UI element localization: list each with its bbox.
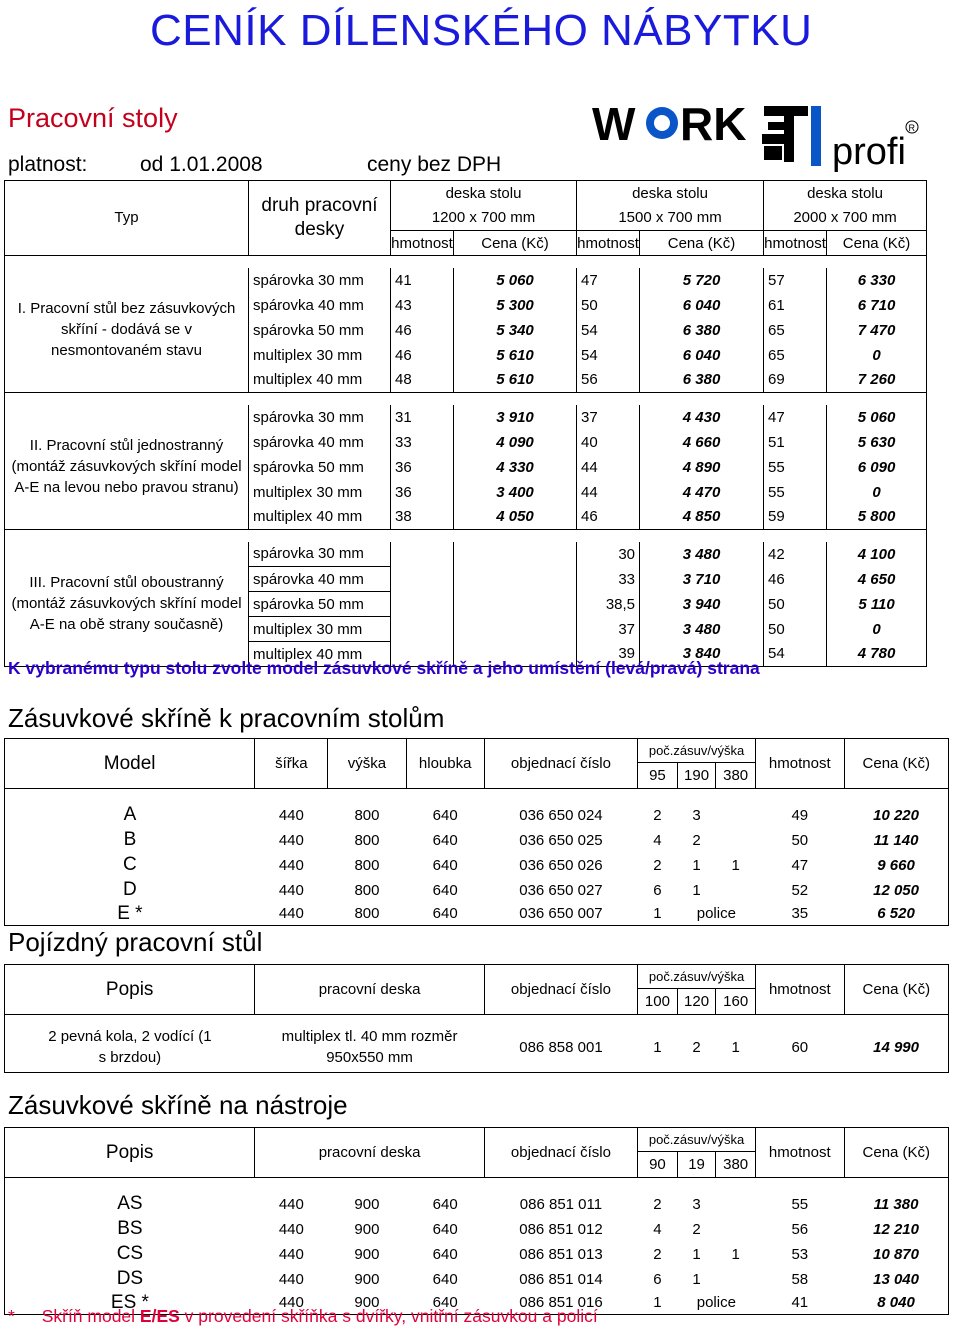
cell-price: 10 220 — [844, 803, 948, 828]
mobile-table-worktop: multiplex tl. 40 mm rozměr 950x550 mm — [255, 1023, 484, 1073]
cell-price-1200: 5 340 — [454, 318, 577, 343]
cell-desk-type: multiplex 40 mm — [249, 505, 391, 530]
cell-weight-1500: 54 — [577, 343, 640, 368]
footnote-model: E/ES — [139, 1306, 180, 1326]
cell-price-2000: 6 090 — [827, 455, 927, 480]
cell-width: 440 — [278, 881, 304, 899]
cell-order-number: 036 650 007 — [484, 903, 637, 926]
svg-text:R: R — [908, 123, 915, 133]
col-header-drawer-count: poč.zásuv/výška — [638, 739, 756, 763]
mobile-table-table — [4, 964, 949, 1073]
cell-price-1200: 3 400 — [454, 480, 577, 505]
cell-price-1500: 3 480 — [640, 617, 764, 642]
cell-weight: 47 — [791, 856, 809, 874]
col-header-drawer-count: poč.zásuv/výška — [638, 965, 756, 989]
col-header-size-2: deska stolu — [577, 181, 764, 206]
cell-weight: 50 — [791, 831, 809, 849]
table-row — [5, 268, 927, 293]
cell-price-2000: 4 100 — [827, 542, 927, 567]
cell-price-1500: 6 040 — [640, 343, 764, 368]
cell-width: 440 — [278, 1270, 304, 1288]
cell-weight: 58 — [791, 1270, 809, 1288]
cell-desk-type: multiplex 40 mm — [249, 642, 391, 667]
cell-height: 800 — [354, 856, 380, 874]
cell-width: 440 — [278, 1220, 304, 1238]
cell-weight-1500: 40 — [577, 430, 640, 455]
selection-note: K vybranému typu stolu zvolte model zásuvkové skříně a jeho umístění (levá/pravá) strana — [8, 658, 760, 678]
cell-price-1500: 4 430 — [640, 405, 764, 430]
cell-price-1500: 4 470 — [640, 480, 764, 505]
cell-weight-2000: 59 — [764, 505, 827, 530]
cell-depth: 640 — [432, 881, 458, 899]
col-header-description: Popis — [5, 1128, 255, 1178]
cell-desk-type: spárovka 30 mm — [249, 405, 391, 430]
cell-price-2000: 7 470 — [827, 318, 927, 343]
cell-drawers-3 — [716, 828, 756, 853]
cell-desk-type: spárovka 30 mm — [249, 542, 391, 567]
cell-price-1200: 5 610 — [454, 368, 577, 393]
cell-weight-1200 — [391, 617, 454, 642]
svg-text:profi: profi — [832, 131, 906, 173]
drawer-height-95: 95 — [638, 763, 678, 789]
cell-weight-1500: 50 — [577, 293, 640, 318]
cell-drawers-3 — [716, 1267, 756, 1292]
cell-weight-1500: 30 — [577, 542, 640, 567]
col-header-desk-kind — [249, 181, 391, 256]
cell-weight-2000: 65 — [764, 318, 827, 343]
drawer-height-19: 19 — [677, 1152, 716, 1178]
cell-desk-type: spárovka 40 mm — [249, 430, 391, 455]
col-header-price: Cena (Kč) — [827, 231, 927, 256]
cell-depth: 640 — [432, 806, 458, 824]
cell-weight-1200 — [391, 592, 454, 617]
cell-desk-type: spárovka 50 mm — [249, 318, 391, 343]
col-header-weight: hmotnost — [755, 1128, 844, 1178]
cell-weight-1200: 36 — [391, 455, 454, 480]
cell-width: 440 — [278, 831, 304, 849]
cell-depth: 640 — [432, 1245, 458, 1263]
cell-model: AS — [5, 1192, 255, 1217]
cell-model: C — [5, 853, 255, 878]
cell-desk-type: multiplex 30 mm — [249, 480, 391, 505]
table-type-label: II. Pracovní stůl jednostranný (montáž zásuvkových skříní model A-E na levou nebo pravou stranu) — [5, 405, 249, 530]
cell-desk-type: spárovka 30 mm — [249, 268, 391, 293]
cell-price: 11 140 — [844, 828, 948, 853]
svg-text:W: W — [592, 98, 635, 150]
cell-height: 800 — [354, 831, 380, 849]
col-header-worktop: pracovní deska — [255, 965, 484, 1015]
cell-weight-1200: 46 — [391, 318, 454, 343]
cell-order-number: 036 650 024 — [519, 806, 603, 824]
cell-drawers-1: 4 — [653, 831, 662, 849]
cell-weight-1200: 46 — [391, 343, 454, 368]
cell-price-1500: 5 720 — [640, 268, 764, 293]
cell-drawers-2: police — [677, 903, 755, 926]
drawer-height-120: 120 — [677, 989, 716, 1015]
work-tables-price-table — [4, 180, 927, 667]
cell-model: B — [5, 828, 255, 853]
col-header-height: výška — [328, 739, 406, 789]
drawer-cabinets-table — [4, 738, 949, 926]
cell-drawers-2: 1 — [692, 1245, 701, 1263]
cell-weight-1200: 43 — [391, 293, 454, 318]
cell-weight-1500: 56 — [577, 368, 640, 393]
table-row — [5, 1192, 949, 1217]
cell-price-1200 — [454, 542, 577, 567]
cell-price-1500: 4 890 — [640, 455, 764, 480]
cell-price-2000: 5 110 — [827, 592, 927, 617]
cell-weight: 53 — [791, 1245, 809, 1263]
col-header-type: Typ — [5, 181, 249, 256]
cell-price-1200 — [454, 617, 577, 642]
cell-price-1500: 3 710 — [640, 567, 764, 592]
col-header-price: Cena (Kč) — [844, 965, 948, 1015]
cell-weight-2000: 51 — [764, 430, 827, 455]
footnote-star: * — [8, 1306, 15, 1326]
cell-weight-1200: 31 — [391, 405, 454, 430]
table-type-label: III. Pracovní stůl oboustranný (montáž zásuvkových skříní model A-E na obě strany současně) — [5, 542, 249, 667]
cell-price-1500: 6 040 — [640, 293, 764, 318]
col-header-order-number: objednací číslo — [484, 739, 637, 789]
cell-weight-2000: 69 — [764, 368, 827, 393]
cell-drawers-2: 3 — [692, 1195, 701, 1213]
svg-text:RK: RK — [680, 98, 747, 150]
cell-order-number: 036 650 027 — [519, 881, 603, 899]
cell-drawers-1: 2 — [653, 856, 662, 874]
col-header-weight: hmotnost — [391, 231, 454, 256]
cell-price-2000: 5 800 — [827, 505, 927, 530]
cell-price-1200: 4 090 — [454, 430, 577, 455]
table-row — [5, 878, 949, 903]
cell-weight-2000: 47 — [764, 405, 827, 430]
cell-price-1500: 4 850 — [640, 505, 764, 530]
col-header-depth: hloubka — [406, 739, 484, 789]
cell-drawers-1: 1 — [638, 903, 678, 926]
cell-desk-type: spárovka 40 mm — [249, 293, 391, 318]
cell-order-number: 086 851 011 — [519, 1195, 603, 1213]
cell-drawers-2: 1 — [692, 856, 701, 874]
tool-cabinets-table — [4, 1127, 949, 1315]
cell-price-2000: 6 330 — [827, 268, 927, 293]
cell-desk-type: multiplex 40 mm — [249, 368, 391, 393]
cell-width: 440 — [255, 903, 328, 926]
drawer-height-160: 160 — [716, 989, 756, 1015]
mobile-table-price: 14 990 — [844, 1023, 948, 1073]
cell-drawers-1: 6 — [653, 881, 662, 899]
cell-price-1200: 5 610 — [454, 343, 577, 368]
table-row — [5, 903, 949, 926]
validity-date: od 1.01.2008 — [140, 153, 263, 176]
cell-weight: 49 — [791, 806, 809, 824]
cell-price-2000: 6 710 — [827, 293, 927, 318]
cell-price: 8 040 — [844, 1292, 948, 1315]
cell-price: 10 870 — [844, 1242, 948, 1267]
page-title: CENÍK DÍLENSKÉHO NÁBYTKU — [150, 6, 813, 55]
cell-drawers-1: 2 — [653, 1245, 662, 1263]
cell-height: 800 — [354, 881, 380, 899]
cell-price-2000: 0 — [827, 343, 927, 368]
cell-width: 440 — [278, 1195, 304, 1213]
cell-drawers-2: 1 — [692, 1270, 701, 1288]
table-row — [5, 828, 949, 853]
cell-drawers-3 — [716, 878, 756, 903]
col-header-model: Model — [5, 739, 255, 789]
cell-height: 900 — [328, 1292, 406, 1315]
cell-height: 900 — [354, 1245, 380, 1263]
col-header-description: Popis — [5, 965, 255, 1015]
cell-height: 900 — [354, 1220, 380, 1238]
cell-drawers-1: 2 — [653, 806, 662, 824]
cell-height: 900 — [354, 1195, 380, 1213]
cell-weight-1500: 37 — [577, 405, 640, 430]
cell-model: BS — [5, 1217, 255, 1242]
cell-desk-type: spárovka 40 mm — [249, 567, 391, 592]
col-header-weight: hmotnost — [755, 739, 844, 789]
cell-price-2000: 4 780 — [827, 642, 927, 667]
cell-price-1200 — [454, 592, 577, 617]
col-header-dim-1: 1200 x 700 mm — [391, 206, 577, 231]
cell-order-number: 086 851 014 — [519, 1270, 603, 1288]
cell-width: 440 — [278, 856, 304, 874]
footnote-text-2: v provedení skříňka s dvířky, vnitřní zásuvkou a policí — [179, 1306, 598, 1326]
drawer-height-190: 190 — [677, 763, 716, 789]
validity-label: platnost: — [8, 153, 88, 176]
cell-drawers-3: 1 — [731, 1245, 740, 1263]
cell-price: 12 050 — [844, 878, 948, 903]
cell-price-1500: 3 480 — [640, 542, 764, 567]
drawer-height-380: 380 — [716, 1152, 756, 1178]
cell-desk-type: spárovka 50 mm — [249, 455, 391, 480]
cell-drawers-3 — [716, 803, 756, 828]
cell-price-1500: 3 840 — [640, 642, 764, 667]
col-header-size-3: deska stolu — [764, 181, 927, 206]
cell-order-number: 036 650 026 — [519, 856, 603, 874]
cell-model: CS — [5, 1242, 255, 1267]
col-header-drawer-count: poč.zásuv/výška — [638, 1128, 756, 1152]
cell-weight-1200: 48 — [391, 368, 454, 393]
cell-weight-2000: 42 — [764, 542, 827, 567]
cell-price-1500: 4 660 — [640, 430, 764, 455]
cell-width: 440 — [255, 1292, 328, 1315]
cell-desk-type: spárovka 50 mm — [249, 592, 391, 617]
cell-drawers-1: 4 — [653, 1220, 662, 1238]
cell-depth: 640 — [432, 831, 458, 849]
cell-weight-1500: 46 — [577, 505, 640, 530]
table-type-label: I. Pracovní stůl bez zásuvkových skříní - dodává se v nesmontovaném stavu — [5, 268, 249, 393]
mobile-table-heading: Pojízdný pracovní stůl — [8, 927, 263, 957]
cell-model: DS — [5, 1267, 255, 1292]
cell-price-1200: 4 330 — [454, 455, 577, 480]
table-row — [5, 405, 927, 430]
table-row — [5, 1023, 949, 1073]
cell-weight-2000: 54 — [764, 642, 827, 667]
cell-weight-1200: 41 — [391, 268, 454, 293]
cell-weight-1500: 37 — [577, 617, 640, 642]
cell-height: 800 — [354, 806, 380, 824]
cell-weight: 55 — [791, 1195, 809, 1213]
col-header-weight: hmotnost — [755, 965, 844, 1015]
desk-kind-label: druh pracovní desky — [261, 195, 378, 240]
cell-weight-1200 — [391, 542, 454, 567]
work-profi-logo-icon — [592, 96, 932, 176]
cell-weight-1200: 33 — [391, 430, 454, 455]
table-row — [5, 1217, 949, 1242]
cell-drawers-2: police — [677, 1292, 755, 1315]
cell-desk-type: multiplex 30 mm — [249, 617, 391, 642]
cell-weight-1500: 54 — [577, 318, 640, 343]
cell-weight-1200: 38 — [391, 505, 454, 530]
cell-weight-2000: 50 — [764, 617, 827, 642]
cell-weight-2000: 46 — [764, 567, 827, 592]
cell-drawers-2: 3 — [692, 806, 701, 824]
drawer-height-100: 100 — [638, 989, 678, 1015]
drawer-cabinets-heading: Zásuvkové skříně k pracovním stolům — [8, 703, 445, 733]
col-header-weight: hmotnost — [764, 231, 827, 256]
cell-price: 13 040 — [844, 1267, 948, 1292]
cell-depth: 640 — [406, 903, 484, 926]
cell-price-1500: 6 380 — [640, 368, 764, 393]
table-row — [5, 1267, 949, 1292]
mobile-table-drawers-2: 2 — [677, 1023, 716, 1073]
cell-price-2000: 7 260 — [827, 368, 927, 393]
table-row — [5, 1242, 949, 1267]
cell-order-number: 086 851 013 — [519, 1245, 603, 1263]
cell-height: 800 — [328, 903, 406, 926]
cell-depth: 640 — [432, 856, 458, 874]
cell-drawers-1: 2 — [653, 1195, 662, 1213]
cell-price-2000: 0 — [827, 617, 927, 642]
cell-height: 900 — [354, 1270, 380, 1288]
price-note: ceny bez DPH — [367, 153, 502, 176]
mobile-table-order-number: 086 858 001 — [484, 1023, 637, 1073]
cell-order-number: 086 851 016 — [484, 1292, 637, 1315]
cell-price: 9 660 — [844, 853, 948, 878]
section-title: Pracovní stoly — [8, 103, 178, 133]
cell-model: A — [5, 803, 255, 828]
cell-drawers-3 — [716, 1192, 756, 1217]
cell-model: ES * — [5, 1292, 255, 1315]
cell-weight: 56 — [791, 1220, 809, 1238]
cell-drawers-2: 2 — [692, 831, 701, 849]
cell-weight-2000: 55 — [764, 455, 827, 480]
cell-order-number: 086 851 012 — [519, 1220, 603, 1238]
cell-weight-1500: 38,5 — [577, 592, 640, 617]
cell-model: D — [5, 878, 255, 903]
cell-depth: 640 — [432, 1270, 458, 1288]
footnote-text-1: Skříň model — [41, 1306, 140, 1326]
footnote — [8, 1306, 598, 1327]
table-row — [5, 542, 927, 567]
cell-price-1200: 5 060 — [454, 268, 577, 293]
cell-price-2000: 5 060 — [827, 405, 927, 430]
cell-weight-2000: 50 — [764, 592, 827, 617]
cell-price-2000: 5 630 — [827, 430, 927, 455]
mobile-table-description: 2 pevná kola, 2 vodící (1 s brzdou) — [5, 1023, 255, 1073]
mobile-table-weight: 60 — [755, 1023, 844, 1073]
col-header-weight: hmotnost — [577, 231, 640, 256]
col-header-order-number: objednací číslo — [484, 965, 637, 1015]
col-header-width: šířka — [255, 739, 328, 789]
col-header-price: Cena (Kč) — [844, 739, 948, 789]
brand-logo — [592, 96, 932, 176]
cell-weight-1500: 47 — [577, 268, 640, 293]
col-header-price: Cena (Kč) — [454, 231, 577, 256]
cell-model: E * — [5, 903, 255, 926]
cell-weight-2000: 61 — [764, 293, 827, 318]
cell-weight: 52 — [791, 881, 809, 899]
table-row — [5, 853, 949, 878]
col-header-order-number: objednací číslo — [484, 1128, 637, 1178]
col-header-worktop: pracovní deska — [255, 1128, 484, 1178]
cell-drawers-2: 1 — [692, 881, 701, 899]
cell-weight-2000: 57 — [764, 268, 827, 293]
cell-desk-type: multiplex 30 mm — [249, 343, 391, 368]
tool-cabinets-heading: Zásuvkové skříně na nástroje — [8, 1090, 348, 1120]
col-header-size-1: deska stolu — [391, 181, 577, 206]
cell-depth: 640 — [432, 1220, 458, 1238]
cell-price-2000: 0 — [827, 480, 927, 505]
cell-weight-1500: 44 — [577, 480, 640, 505]
cell-drawers-3: 1 — [731, 856, 740, 874]
drawer-height-90: 90 — [638, 1152, 678, 1178]
cell-price: 6 520 — [844, 903, 948, 926]
cell-weight-2000: 55 — [764, 480, 827, 505]
col-header-price: Cena (Kč) — [844, 1128, 948, 1178]
mobile-table-drawers-3: 1 — [716, 1023, 756, 1073]
cell-price-1200: 5 300 — [454, 293, 577, 318]
drawer-height-380: 380 — [716, 763, 756, 789]
cell-width: 440 — [278, 806, 304, 824]
cell-price-1500: 6 380 — [640, 318, 764, 343]
col-header-dim-2: 1500 x 700 mm — [577, 206, 764, 231]
cell-price-2000: 4 650 — [827, 567, 927, 592]
cell-price-1200: 3 910 — [454, 405, 577, 430]
col-header-dim-3: 2000 x 700 mm — [764, 206, 927, 231]
cell-weight-1500: 44 — [577, 455, 640, 480]
cell-price: 11 380 — [844, 1192, 948, 1217]
cell-depth: 640 — [406, 1292, 484, 1315]
cell-depth: 640 — [432, 1195, 458, 1213]
cell-weight-1200: 36 — [391, 480, 454, 505]
cell-weight: 35 — [755, 903, 844, 926]
cell-weight-1500: 39 — [577, 642, 640, 667]
cell-drawers-1: 6 — [653, 1270, 662, 1288]
cell-price-1200: 4 050 — [454, 505, 577, 530]
mobile-table-drawers-1: 1 — [638, 1023, 678, 1073]
cell-drawers-3 — [716, 1217, 756, 1242]
cell-price-1500: 3 940 — [640, 592, 764, 617]
table-row — [5, 803, 949, 828]
cell-weight-1500: 33 — [577, 567, 640, 592]
cell-weight-1200 — [391, 567, 454, 592]
cell-width: 440 — [278, 1245, 304, 1263]
cell-weight: 41 — [755, 1292, 844, 1315]
cell-weight-2000: 65 — [764, 343, 827, 368]
cell-drawers-1: 1 — [638, 1292, 678, 1315]
cell-price: 12 210 — [844, 1217, 948, 1242]
col-header-price: Cena (Kč) — [640, 231, 764, 256]
cell-drawers-2: 2 — [692, 1220, 701, 1238]
cell-order-number: 036 650 025 — [519, 831, 603, 849]
cell-price-1200 — [454, 567, 577, 592]
